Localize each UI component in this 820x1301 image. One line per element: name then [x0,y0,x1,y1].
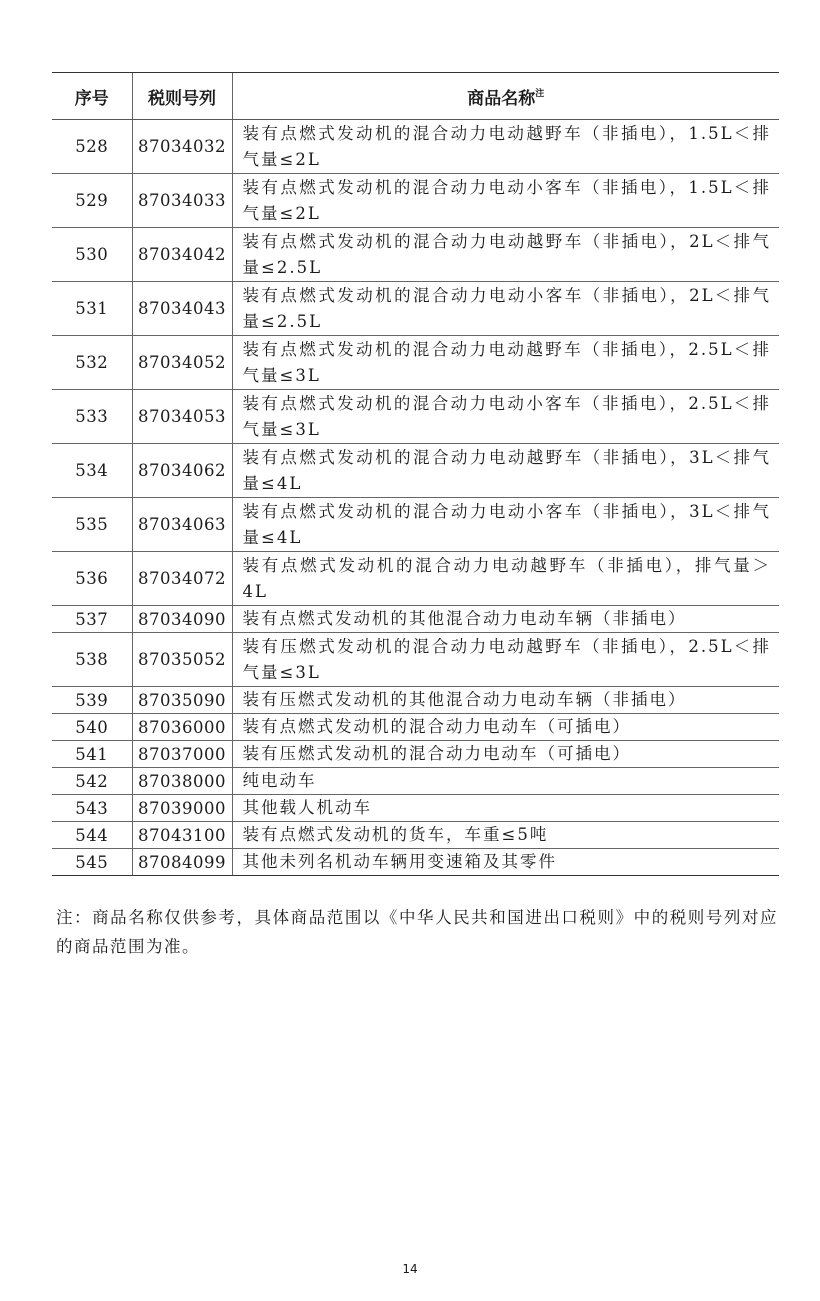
row-tariff-code: 87034063 [132,498,232,552]
row-tariff-code: 87034072 [132,552,232,606]
row-serial-number: 535 [52,498,132,552]
row-serial-number: 542 [52,768,132,795]
row-tariff-code: 87034053 [132,390,232,444]
table-row [52,633,779,687]
table-row [52,390,779,444]
row-product-name: 其他载人机动车 [232,795,779,822]
row-tariff-code: 87035090 [132,687,232,714]
row-serial-number: 533 [52,390,132,444]
table-row [52,336,779,390]
row-tariff-code: 87038000 [132,768,232,795]
table-row [52,120,779,174]
row-tariff-code: 87036000 [132,714,232,741]
row-serial-number: 536 [52,552,132,606]
row-product-name: 装有压燃式发动机的其他混合动力电动车辆（非插电） [232,687,779,714]
table-row [52,498,779,552]
row-serial-number: 544 [52,822,132,849]
row-product-name: 装有点燃式发动机的混合动力电动小客车（非插电），3L＜排气量≤4L [232,498,779,552]
table-row [52,552,779,606]
table-header-row [52,73,779,120]
row-serial-number: 531 [52,282,132,336]
table-row [52,174,779,228]
row-tariff-code: 87035052 [132,633,232,687]
row-product-name: 装有压燃式发动机的混合动力电动越野车（非插电），2.5L＜排气量≤3L [232,633,779,687]
table-row [52,228,779,282]
page-number: 14 [402,1262,418,1276]
row-product-name: 装有点燃式发动机的混合动力电动越野车（非插电），1.5L＜排气量≤2L [232,120,779,174]
row-serial-number: 541 [52,741,132,768]
row-serial-number: 528 [52,120,132,174]
row-serial-number: 545 [52,849,132,876]
row-product-name: 装有点燃式发动机的其他混合动力电动车辆（非插电） [232,606,779,633]
row-tariff-code: 87034042 [132,228,232,282]
table-row [52,444,779,498]
table-row [52,741,779,768]
row-product-name: 装有点燃式发动机的混合动力电动越野车（非插电），2L＜排气量≤2.5L [232,228,779,282]
row-tariff-code: 87034090 [132,606,232,633]
row-product-name: 装有点燃式发动机的货车，车重≤5吨 [232,822,779,849]
table-row [52,768,779,795]
row-product-name: 装有点燃式发动机的混合动力电动小客车（非插电），2.5L＜排气量≤3L [232,390,779,444]
row-product-name: 装有点燃式发动机的混合动力电动越野车（非插电），3L＜排气量≤4L [232,444,779,498]
row-tariff-code: 87043100 [132,822,232,849]
header-note-mark: 注 [535,88,545,99]
row-serial-number: 538 [52,633,132,687]
table-body [52,120,779,876]
header-tariff-code: 税则号列 [132,73,232,120]
row-product-name: 装有压燃式发动机的混合动力电动车（可插电） [232,741,779,768]
row-serial-number: 530 [52,228,132,282]
row-tariff-code: 87034032 [132,120,232,174]
table-row [52,822,779,849]
row-tariff-code: 87037000 [132,741,232,768]
row-tariff-code: 87034043 [132,282,232,336]
header-product-name: 商品名称$^注$ [232,73,779,120]
row-product-name: 纯电动车 [232,768,779,795]
header-serial-number: 序号 [52,73,132,120]
row-product-name: 装有点燃式发动机的混合动力电动越野车（非插电），2.5L＜排气量≤3L [232,336,779,390]
footnote: 注：商品名称仅供参考，具体商品范围以《中华人民共和国进出口税则》中的税则号列对应的商品范围为准。 [56,908,778,956]
row-tariff-code: 87034033 [132,174,232,228]
row-serial-number: 532 [52,336,132,390]
table-row [52,714,779,741]
row-serial-number: 529 [52,174,132,228]
table-row [52,606,779,633]
row-serial-number: 539 [52,687,132,714]
row-tariff-code: 87034062 [132,444,232,498]
row-serial-number: 543 [52,795,132,822]
row-product-name: 装有点燃式发动机的混合动力电动小客车（非插电），1.5L＜排气量≤2L [232,174,779,228]
row-tariff-code: 87034052 [132,336,232,390]
row-tariff-code: 87084099 [132,849,232,876]
row-serial-number: 540 [52,714,132,741]
tariff-table [52,72,779,876]
row-product-name: 装有点燃式发动机的混合动力电动小客车（非插电），2L＜排气量≤2.5L [232,282,779,336]
table-row [52,687,779,714]
row-product-name: 装有点燃式发动机的混合动力电动车（可插电） [232,714,779,741]
row-product-name: 装有点燃式发动机的混合动力电动越野车（非插电），排气量＞4L [232,552,779,606]
table-row [52,282,779,336]
table-row [52,795,779,822]
row-serial-number: 537 [52,606,132,633]
row-tariff-code: 87039000 [132,795,232,822]
table-row [52,849,779,876]
row-product-name: 其他未列名机动车辆用变速箱及其零件 [232,849,779,876]
row-serial-number: 534 [52,444,132,498]
